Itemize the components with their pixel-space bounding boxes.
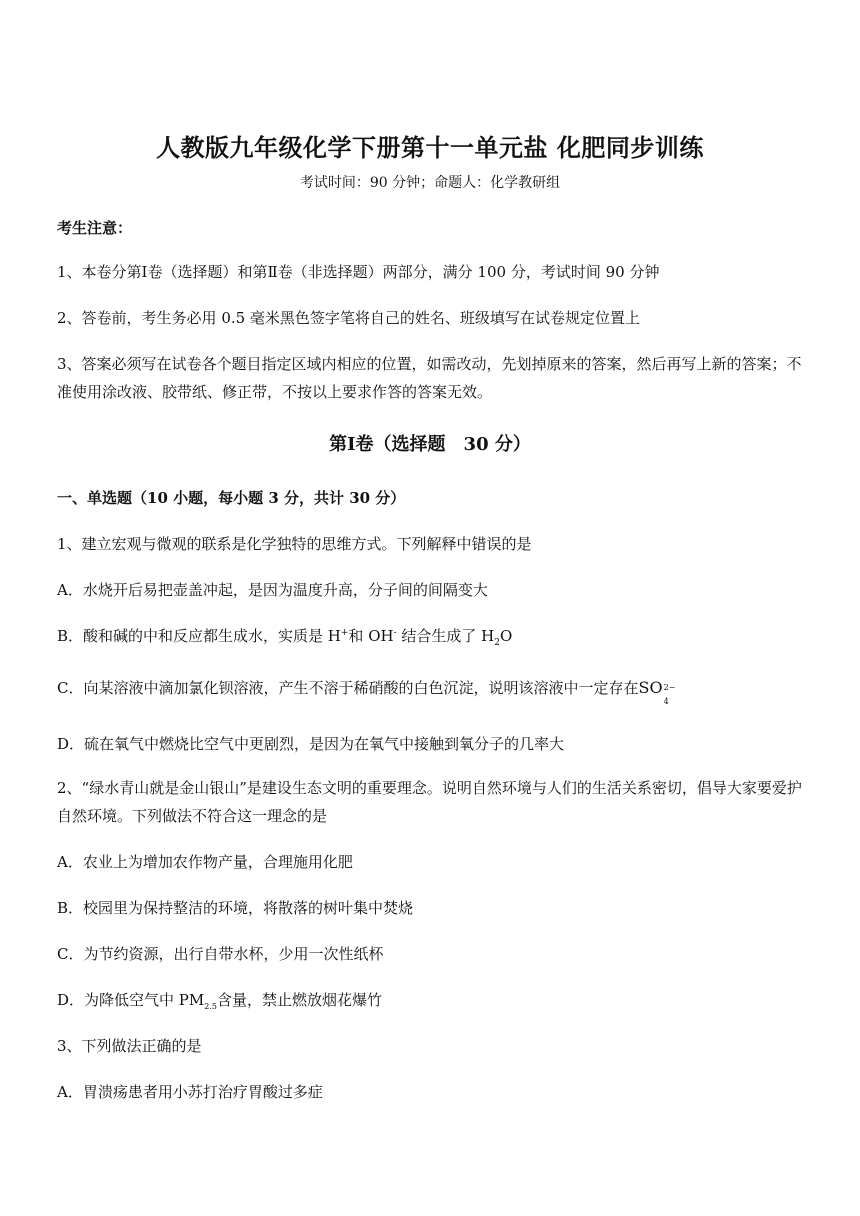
question-1-option-c [57, 674, 807, 706]
sulfate-subscript: 4 [663, 697, 669, 706]
oh-ion-charge: - [393, 628, 397, 638]
sulfate-ion: SO [638, 678, 663, 697]
notice-item-3: 3、答案必须写在试卷各个题目指定区域内相应的位置，如需改动，先划掉原来的答案，然后再写上新的答案；不准使用涂改液、胶带纸、修正带，不按以上要求作答的答案无效。 [57, 355, 802, 401]
question-2-option-b: B．校园里为保持整洁的环境，将散落的树叶集中焚烧 [57, 899, 414, 917]
exam-info: 考试时间：90 分钟；命题人：化学教研组 [299, 175, 561, 191]
option-d-text: D．为降低空气中 PM [57, 991, 205, 1009]
h-ion-charge: + [340, 628, 349, 638]
option-b-text: B．酸和碱的中和反应都生成水，实质是 H [57, 627, 341, 645]
sulfate-ion-indices [663, 682, 676, 706]
section-title: 第Ⅰ卷（选择题 30 分） [329, 434, 531, 455]
option-b-text-4: O [499, 627, 513, 645]
option-b-text-3: 结合生成了 H [396, 627, 495, 645]
page-title: 人教版九年级化学下册第十一单元盐 化肥同步训练 [156, 133, 704, 162]
option-b-text-2: 和 OH [348, 627, 394, 645]
notice-item-2: 2、答卷前，考生务必用 0.5 毫米黑色签字笔将自己的姓名、班级填写在试卷规定位置上 [57, 309, 640, 327]
water-subscript: 2 [494, 638, 500, 648]
pm-subscript: 2.5 [204, 1002, 217, 1011]
question-1-option-b [57, 622, 807, 650]
question-2-option-a: A．农业上为增加农作物产量，合理施用化肥 [57, 853, 353, 871]
question-2-stem: 2、“绿水青山就是金山银山”是建设生态文明的重要理念。说明自然环境与人们的生活关系密切，倡导大家要爱护自然环境。下列做法不符合这一理念的是 [57, 779, 802, 825]
question-2-option-c: C．为节约资源，出行自带水杯，少用一次性纸杯 [57, 945, 384, 963]
part-heading: 一、单选题（10 小题，每小题 3 分，共计 30 分） [57, 489, 406, 507]
question-3-stem: 3、下列做法正确的是 [57, 1037, 202, 1055]
sulfate-charge: 2− [663, 683, 676, 692]
notice-heading: 考生注意： [57, 219, 133, 237]
notice-item-1: 1、本卷分第Ⅰ卷（选择题）和第Ⅱ卷（非选择题）两部分，满分 100 分，考试时间 90 分钟 [57, 263, 660, 281]
question-1-option-d: D．硫在氧气中燃烧比空气中更剧烈，是因为在氧气中接触到氧分子的几率大 [57, 735, 565, 753]
question-1-option-a: A．水烧开后易把壶盖冲起，是因为温度升高，分子间的间隔变大 [57, 581, 488, 599]
question-3-option-a: A．胃溃疡患者用小苏打治疗胃酸过多症 [57, 1083, 323, 1101]
option-d-text-2: 含量，禁止燃放烟花爆竹 [216, 991, 382, 1009]
question-1-stem: 1、建立宏观与微观的联系是化学独特的思维方式。下列解释中错误的是 [57, 535, 532, 553]
question-2-option-d [57, 986, 807, 1014]
option-c-text: C．向某溶液中滴加氯化钡溶液，产生不溶于稀硝酸的白色沉淀，说明该溶液中一定存在 [57, 679, 639, 697]
